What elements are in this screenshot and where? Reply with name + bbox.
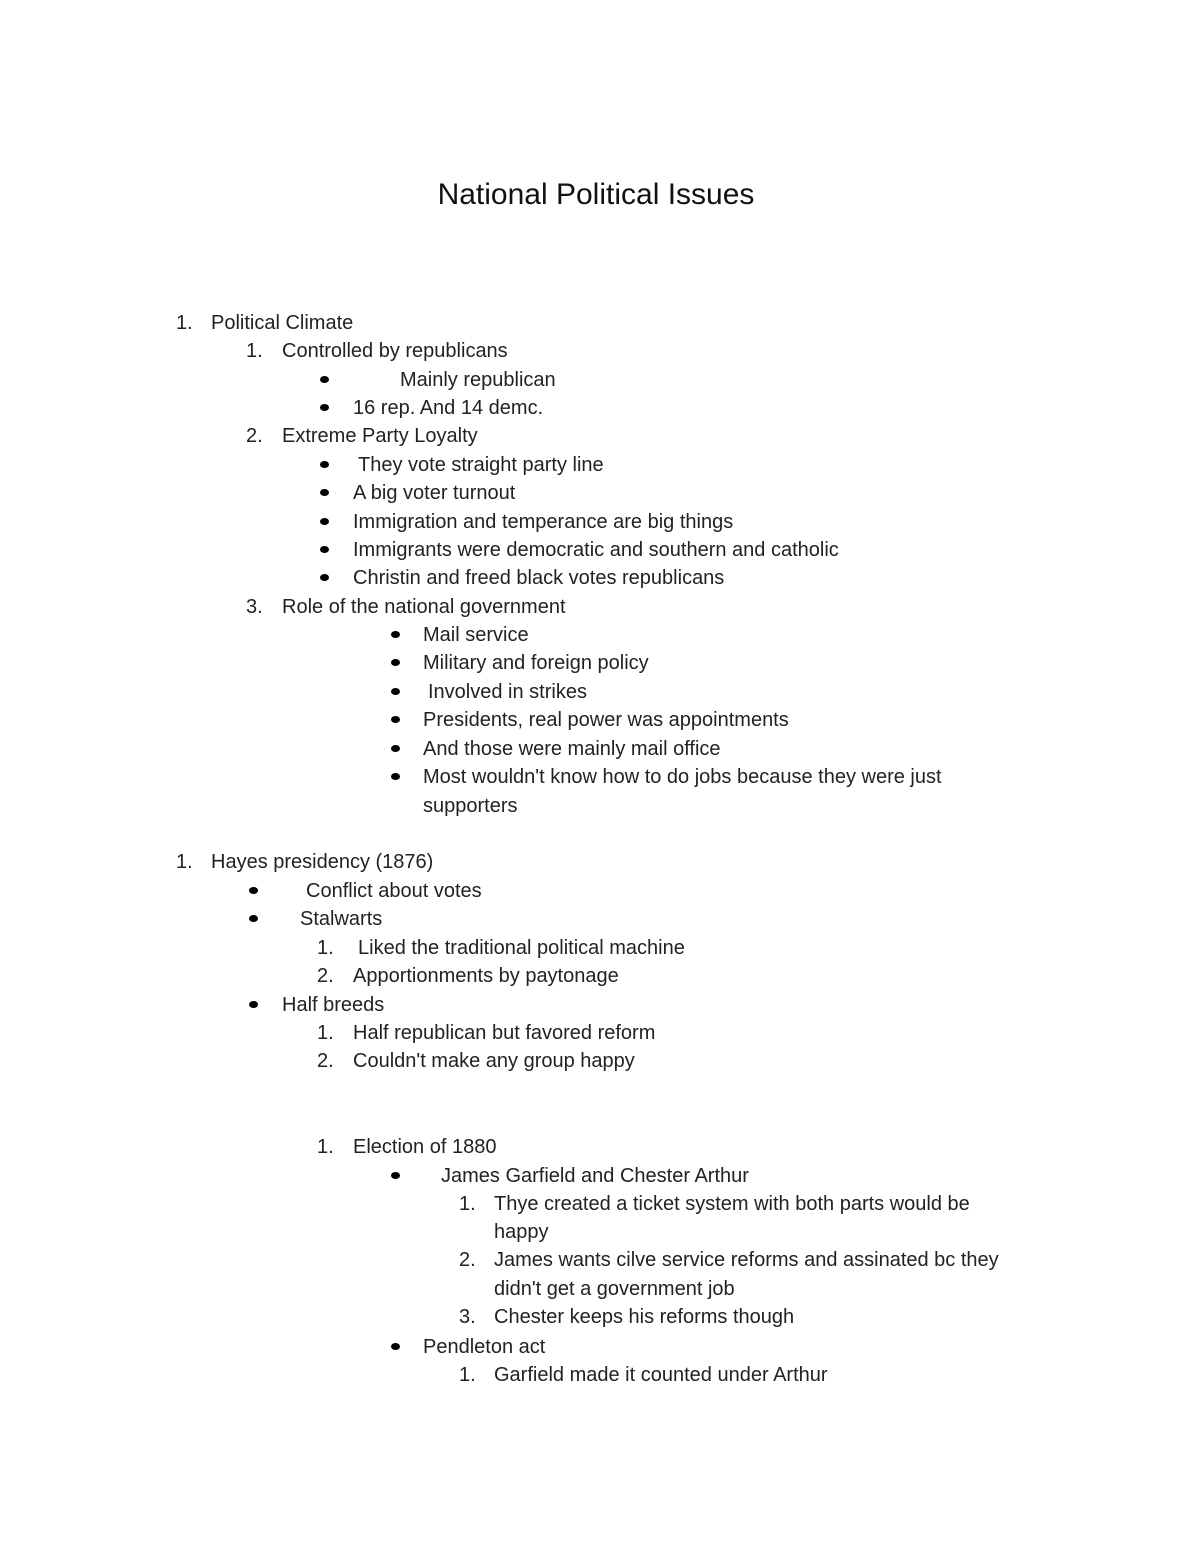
item-number: 1. (317, 937, 334, 959)
bullet-icon (320, 518, 329, 525)
bullet-icon (249, 1001, 258, 1008)
bullet-text: 16 rep. And 14 demc. (353, 397, 544, 419)
item-text-continuation: happy (494, 1221, 549, 1243)
bullet-text-continuation: supporters (423, 795, 518, 817)
item-text-continuation: didn't get a government job (494, 1278, 735, 1300)
subsection-number: 2. (246, 425, 263, 447)
bullet-icon (249, 915, 258, 922)
bullet-icon (391, 688, 400, 695)
section-number: 1. (317, 1136, 334, 1158)
page-title: National Political Issues (437, 178, 755, 211)
bullet-icon (320, 376, 329, 383)
bullet-icon (391, 773, 400, 780)
section-heading: Election of 1880 (353, 1136, 497, 1158)
subsection-heading: Role of the national government (282, 596, 566, 618)
subsection-heading: Controlled by republicans (282, 340, 508, 362)
bullet-text: Mail service (423, 624, 529, 646)
bullet-icon (391, 745, 400, 752)
bullet-text: And those were mainly mail office (423, 738, 721, 760)
bullet-icon (320, 404, 329, 411)
item-number: 1. (459, 1193, 476, 1215)
item-text: Liked the traditional political machine (358, 937, 685, 959)
bullet-text: Stalwarts (300, 908, 383, 930)
bullet-text: Mainly republican (400, 369, 556, 391)
section-heading: Hayes presidency (1876) (211, 851, 434, 873)
bullet-icon (249, 887, 258, 894)
bullet-icon (391, 1343, 400, 1350)
bullet-icon (320, 574, 329, 581)
item-text: Apportionments by paytonage (353, 965, 619, 987)
subsection-number: 3. (246, 596, 263, 618)
bullet-text: Involved in strikes (428, 681, 587, 703)
section-number: 1. (176, 312, 193, 334)
item-text: Half republican but favored reform (353, 1022, 656, 1044)
bullet-icon (320, 546, 329, 553)
bullet-icon (391, 1172, 400, 1179)
item-number: 1. (317, 1022, 334, 1044)
bullet-text: Immigration and temperance are big things (353, 511, 734, 533)
bullet-text: Most wouldn't know how to do jobs because they were just (423, 766, 942, 788)
bullet-icon (320, 489, 329, 496)
section-heading: Political Climate (211, 312, 354, 334)
item-text: Garfield made it counted under Arthur (494, 1364, 828, 1386)
item-text: Chester keeps his reforms though (494, 1306, 795, 1328)
bullet-text: James Garfield and Chester Arthur (441, 1165, 749, 1187)
bullet-icon (391, 716, 400, 723)
bullet-text: Immigrants were democratic and southern and catholic (353, 539, 839, 561)
bullet-text: They vote straight party line (358, 454, 604, 476)
item-text: Couldn't make any group happy (353, 1050, 635, 1072)
bullet-text: Christin and freed black votes republicans (353, 567, 725, 589)
item-number: 1. (459, 1364, 476, 1386)
subsection-heading: Extreme Party Loyalty (282, 425, 478, 447)
bullet-text: Conflict about votes (306, 880, 482, 902)
bullet-text: Military and foreign policy (423, 652, 649, 674)
section-number: 1. (176, 851, 193, 873)
subsection-number: 1. (246, 340, 263, 362)
bullet-text: Half breeds (282, 994, 385, 1016)
bullet-text: Presidents, real power was appointments (423, 709, 789, 731)
item-number: 2. (317, 965, 334, 987)
bullet-icon (320, 461, 329, 468)
item-text: James wants cilve service reforms and assinated bc they (494, 1249, 999, 1271)
bullet-text: Pendleton act (423, 1336, 546, 1358)
item-number: 3. (459, 1306, 476, 1328)
item-number: 2. (317, 1050, 334, 1072)
item-number: 2. (459, 1249, 476, 1271)
bullet-icon (391, 659, 400, 666)
bullet-icon (391, 631, 400, 638)
item-text: Thye created a ticket system with both parts would be (494, 1193, 970, 1215)
bullet-text: A big voter turnout (353, 482, 516, 504)
